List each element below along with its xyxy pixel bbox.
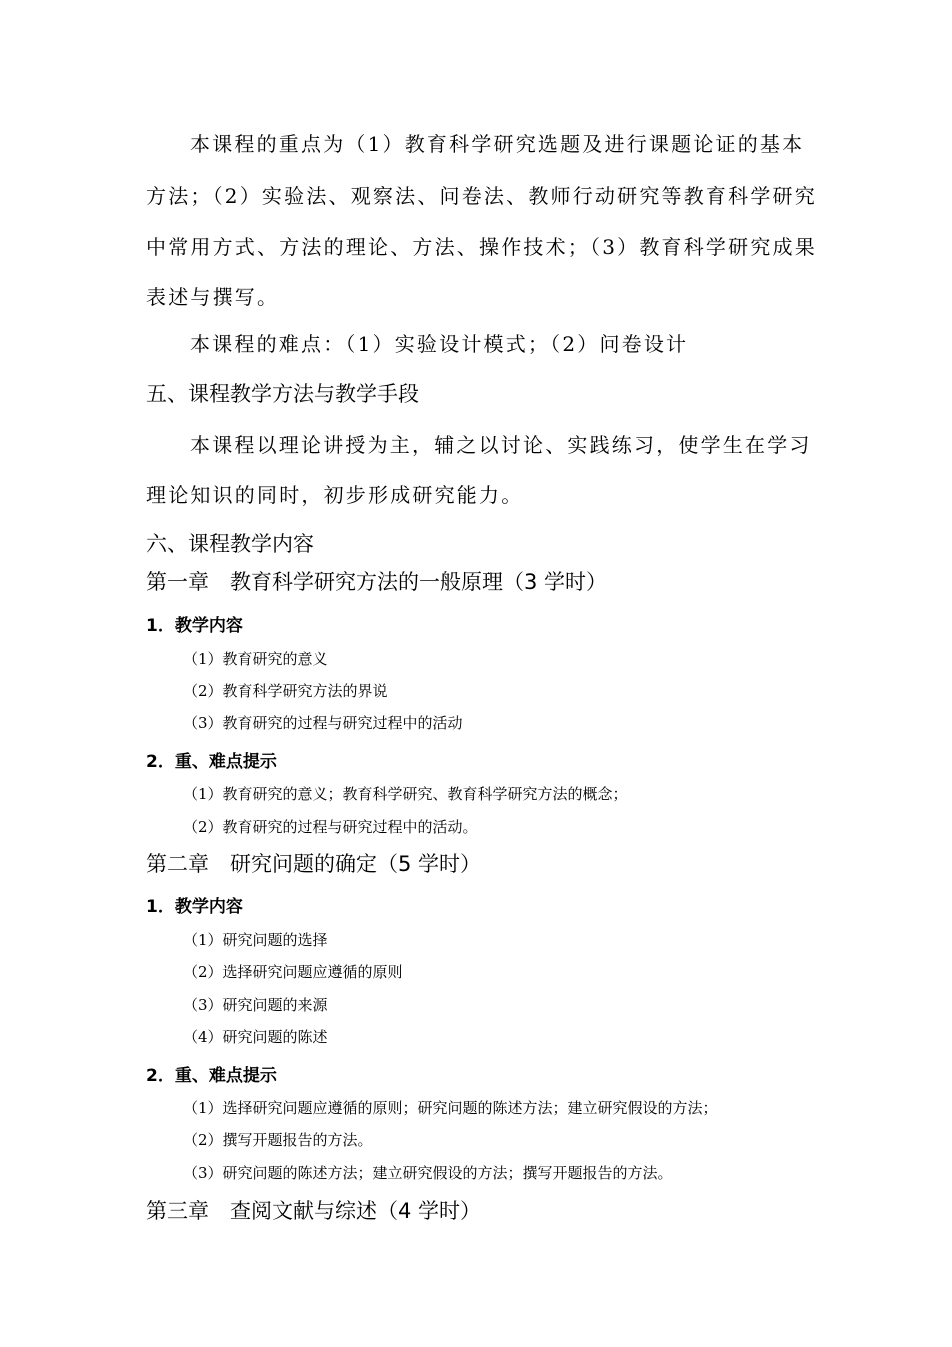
chapter-2-content-heading: 1．教学内容 (146, 897, 243, 917)
chapter-2-content-item: （1）研究问题的选择 (183, 931, 328, 949)
chapter-1-key-heading: 2．重、难点提示 (146, 752, 277, 772)
section-5-line-2: 理论知识的同时，初步形成研究能力。 (146, 483, 524, 507)
chapter-1-key-item: （2）教育研究的过程与研究过程中的活动。 (183, 818, 478, 836)
chapter-2-title: 第二章 研究问题的确定（5 学时） (146, 852, 482, 876)
key-points-line-1: 本课程的重点为（1）教育科学研究选题及进行课题论证的基本 (190, 132, 805, 156)
key-points-line-3: 中常用方式、方法的理论、方法、操作技术；（3）教育科学研究成果 (146, 235, 817, 259)
chapter-2-key-item: （2）撰写开题报告的方法。 (183, 1131, 373, 1149)
difficult-points: 本课程的难点：（1）实验设计模式；（2）问卷设计 (190, 332, 689, 356)
chapter-2-key-item: （1）选择研究问题应遵循的原则；研究问题的陈述方法；建立研究假设的方法； (183, 1099, 718, 1117)
chapter-1-content-item: （3）教育研究的过程与研究过程中的活动 (183, 714, 463, 732)
section-5-heading: 五、课程教学方法与教学手段 (146, 382, 419, 406)
chapter-1-title: 第一章 教育科学研究方法的一般原理（3 学时） (146, 570, 608, 594)
chapter-1-content-heading: 1．教学内容 (146, 616, 243, 636)
chapter-2-content-item: （4）研究问题的陈述 (183, 1028, 328, 1046)
chapter-1-content-item: （2）教育科学研究方法的界说 (183, 682, 388, 700)
section-5-line-1: 本课程以理论讲授为主，辅之以讨论、实践练习，使学生在学习 (190, 433, 812, 457)
chapter-1-content-item: （1）教育研究的意义 (183, 650, 328, 668)
chapter-2-key-item: （3）研究问题的陈述方法；建立研究假设的方法；撰写开题报告的方法。 (183, 1164, 673, 1182)
chapter-1-key-item: （1）教育研究的意义；教育科学研究、教育科学研究方法的概念； (183, 785, 628, 803)
chapter-2-key-heading: 2．重、难点提示 (146, 1066, 277, 1086)
chapter-2-content-item: （2）选择研究问题应遵循的原则 (183, 963, 403, 981)
key-points-line-2: 方法；（2）实验法、观察法、问卷法、教师行动研究等教育科学研究 (146, 184, 817, 208)
chapter-2-content-item: （3）研究问题的来源 (183, 996, 328, 1014)
key-points-line-4: 表述与撰写。 (146, 285, 280, 309)
chapter-3-title: 第三章 查阅文献与综述（4 学时） (146, 1199, 482, 1223)
section-6-heading: 六、课程教学内容 (146, 532, 314, 556)
